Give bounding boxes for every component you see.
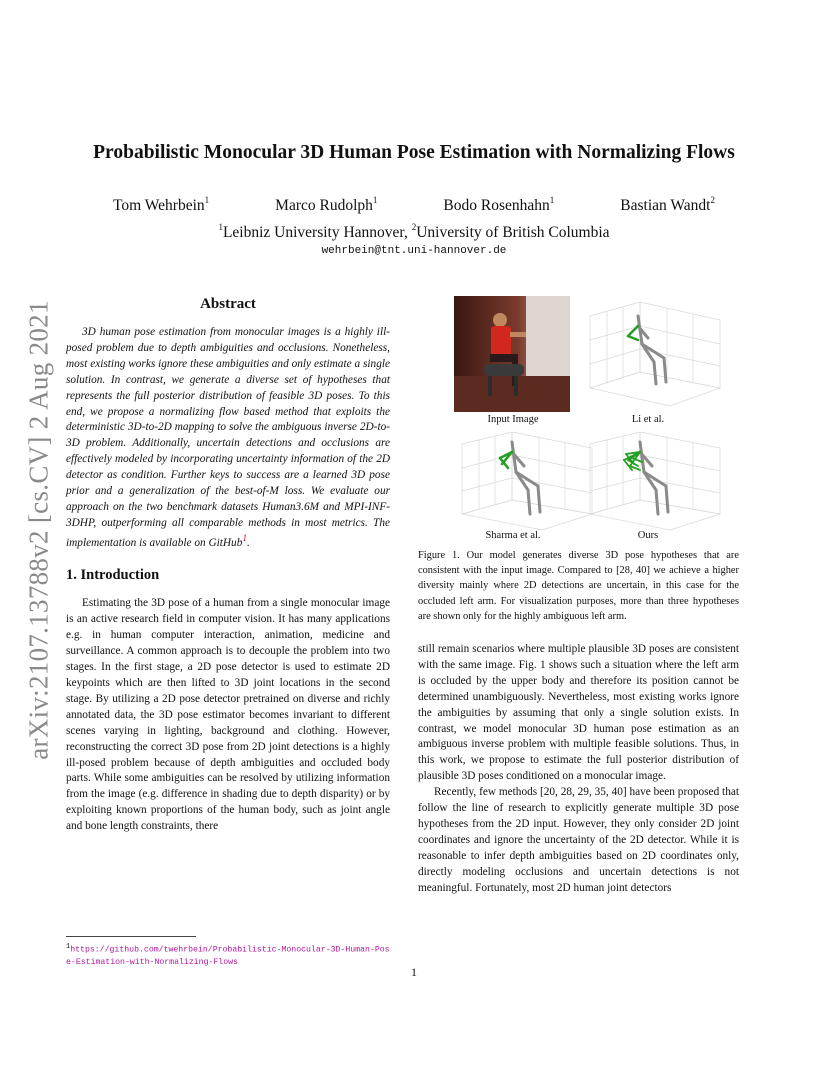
footnote-ref[interactable]: 1 [242,533,248,544]
figure-label-li: Li et al. [631,414,665,425]
right-column [418,296,739,897]
arxiv-id: arXiv:2107.13788v2 [cs.CV] 2 Aug 2021 [23,300,54,760]
footnote-rule [66,936,196,937]
figure-label-ours: Ours [637,530,659,541]
figure-label-sharma: Sharma et al. [485,530,541,541]
affiliations: $^1$Leibniz University Hannover, $^2$University of British Columbia [218,222,610,241]
abstract-heading: Abstract [200,296,256,312]
li-panel [580,296,740,414]
page-number: 1 [411,965,417,979]
abstract-text: 3D human pose estimation from monocular images is a highly ill-posed problem due to depth ambiguities and occlusions. Nonetheless, most existing works ignore these ambiguities and only estimate a single solution. In contrast, we generate a diverse set of hypotheses that represents the full posterior distribution of feasible 3D poses. To this end, we propose a normalizing flow based method that exploits the deterministic 3D-to-2D mapping to solve the ambiguous inverse 2D-to-3D problem. Additionally, uncertain detections and occlusions are effectively modeled by incorporating uncertainty information of the 2D detector as condition. Further keys to success are a learned 3D pose prior and a generalization of the best-of-M loss. We evaluate our approach on the two benchmark datasets Human3.6M and MPI-INF-3DHP, outperforming all comparable methods in most metrics. The implementation is available on GitHub$^1$. [66,326,390,549]
author-email: wehrbein@tnt.uni-hannover.de [321,245,507,257]
footnote [66,936,390,969]
right-paragraph-2: Recently, few methods [20, 28, 29, 35, 40] have been proposed that follow the line of research to explicitly generate multiple 3D pose hypotheses from the 2D input. However, they only consider 2D joint coordinates and ignore the uncertainty of the 2D detector. While it is reasonable to infer depth ambiguities based on 2D coordinates only, directly modeling occlusions and uncertain detections is not meaningful. Fortunately, most 2D human joint detectors [418,786,739,894]
figure-1 [418,296,739,548]
author: Tom Wehrbein$^1$ [113,195,210,214]
paper-title: Probabilistic Monocular 3D Human Pose Estimation with Normalizing Flows [93,142,735,163]
figure-caption: Figure 1. Our model generates diverse 3D pose hypotheses that are consistent with the input image. Compared to [28, 40] we achieve a higher diversity mainly where 2D detections are uncertain, in this case for the occluded left arm. For visualization purposes, more than three hypotheses are shown only for the highly ambiguous left arm. [418,550,739,622]
author: Bastian Wandt$^2$ [620,195,715,214]
author: Marco Rudolph$^1$ [275,195,378,214]
figure-label-input: Input Image [487,414,539,425]
intro-paragraph: Estimating the 3D pose of a human from a single monocular image is an active research field in computer vision. It has many applications e.g. in human computer interaction, animation, medicine and surveillance. A common approach is to decouple the problem into two stages. In the first stage, a 2D pose detector is used to estimate 2D keypoints which are then lifted to 3D joint locations in the second stage. By utilizing a 2D pose detector pretrained on diverse and richly annotated data, the 3D pose estimator becomes invariant to different scenes varying in lighting, background and clothing. However, reconstructing the correct 3D pose from 2D joint detections is a highly ill-posed problem because of depth ambiguities and occluded body parts. While some ambiguities can be resolved by utilizing information from the image (e.g. difference in shading due to depth disparity) or by exploiting known proportions of the human body, such as joint angle and bone length constraints, there [66,597,390,833]
arxiv-stamp [14,290,64,770]
input-photo [454,296,570,412]
pose-plot-li [580,296,736,412]
footnote-url[interactable]: $^1$https://github.com/twehrbein/Probabilistic-Monocular-3D-Human-Pose-Estimation-with-Normalizing-Flows [66,943,390,967]
author-list [80,195,748,215]
left-column [66,296,390,835]
right-paragraph-1: still remain scenarios where multiple plausible 3D poses are consistent with the same image. Fig. 1 shows such a situation where the left arm is occluded by the upper body and therefore its position cannot be determined unambiguously. Nevertheless, most existing works ignore the ambiguities by assuming that only a single solution exists. In contrast, we model monocular 3D human pose estimation as an ambiguous inverse problem with multiple feasible solutions. Thus, in this work, we propose to estimate the full posterior distribution of plausible 3D poses conditioned on a monocular image. [418,643,739,783]
author: Bodo Rosenhahn$^1$ [443,195,555,214]
section-heading-introduction: 1. Introduction [66,567,160,584]
pose-plot-ours [580,430,736,534]
